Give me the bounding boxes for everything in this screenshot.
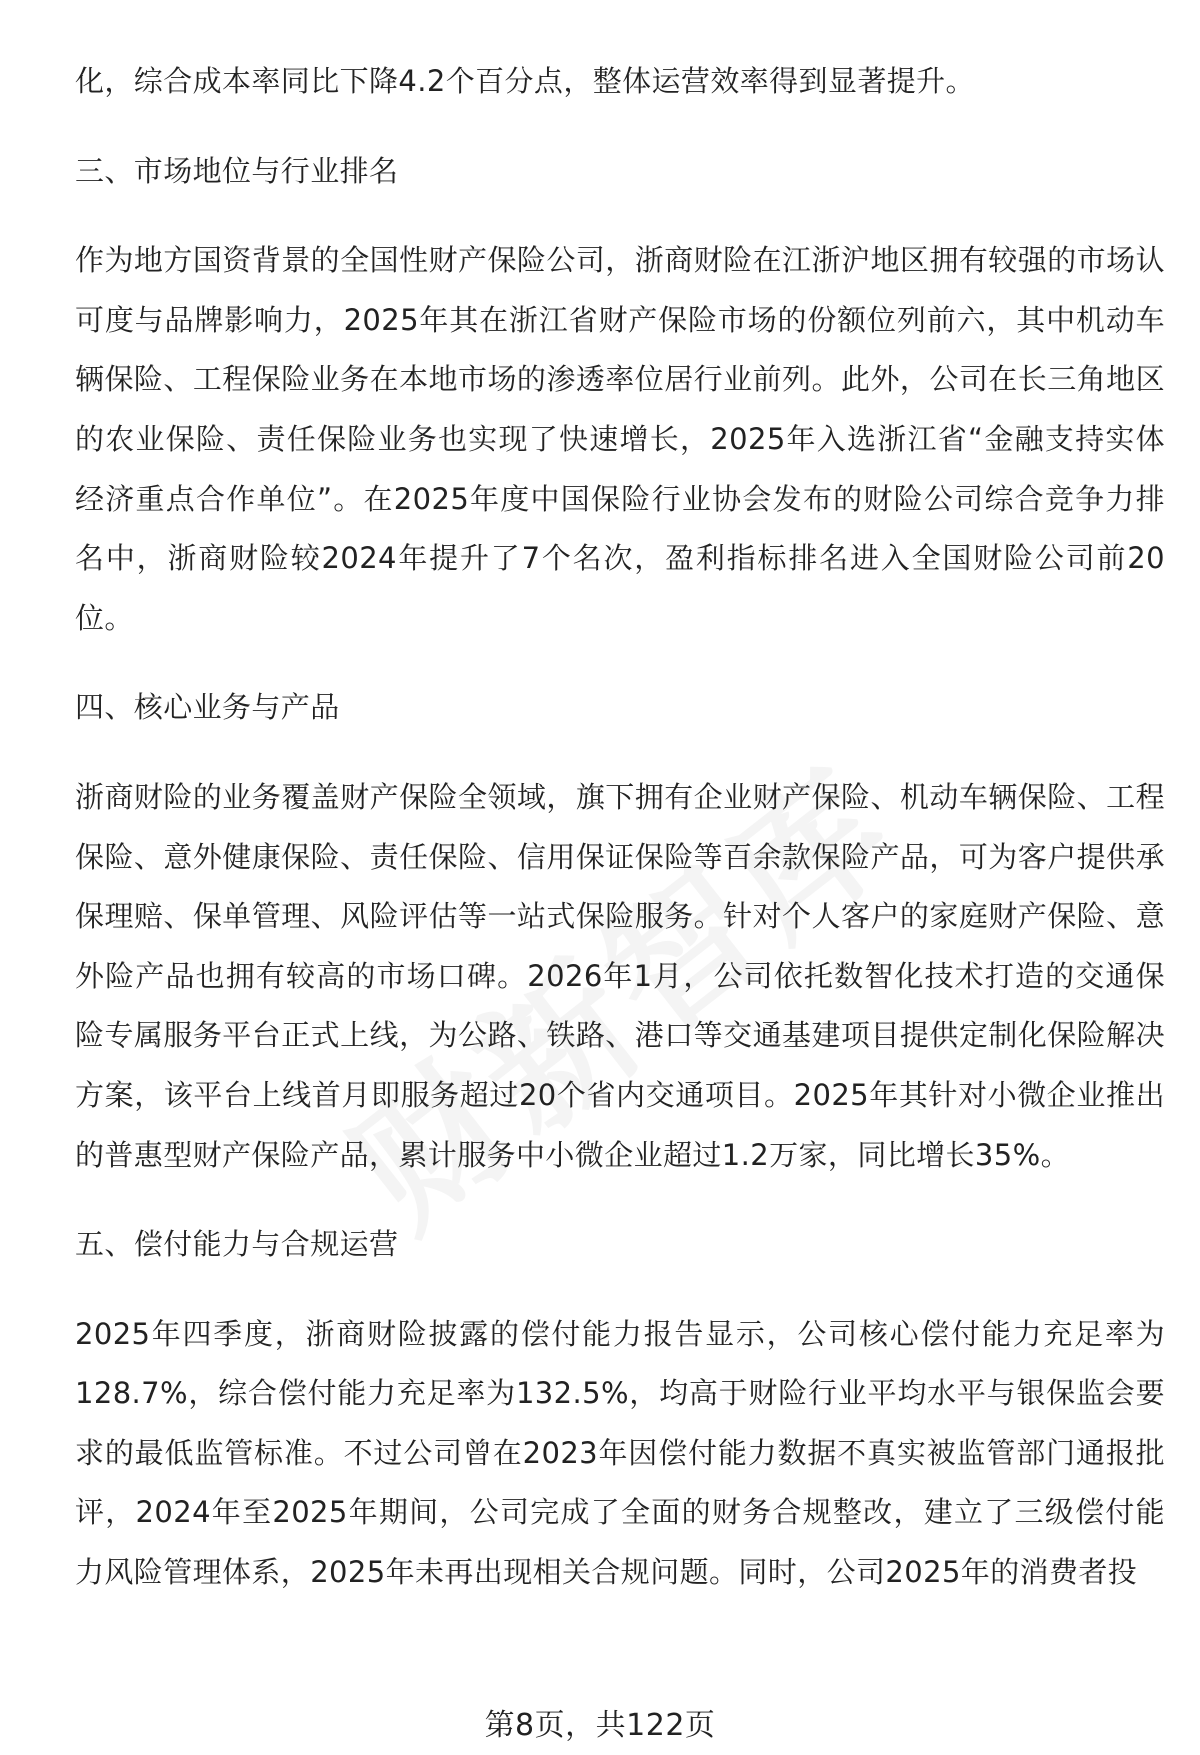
document-page (75, 52, 1165, 1603)
section-heading-core-business: 四、核心业务与产品 (75, 690, 340, 725)
page-number-footer: 第8页，共122页 (484, 1708, 716, 1743)
section-heading-market-position: 三、市场地位与行业排名 (75, 153, 399, 188)
section-body-solvency: 2025年四季度，浙商财险披露的偿付能力报告显示，公司核心偿付能力充足率为128.7%，综合偿付能力充足率为132.5%，均高于财险行业平均水平与银保监会要求的最低监管标准。不过公司曾在2023年因偿付能力数据不真实被监管部门通报批评，2024年至2025年期间，公司完成了全面的财务合规整改，建立了三级偿付能力风险管理体系，2025年未再出现相关合规问题。同时，公司2025年的消费者投 (75, 1316, 1165, 1590)
section-body-market-position: 作为地方国资背景的全国性财产保险公司，浙商财险在江浙沪地区拥有较强的市场认可度与品牌影响力，2025年其在浙江省财产保险市场的份额位列前六，其中机动车辆保险、工程保险业务在本地市场的渗透率位居行业前列。此外，公司在长三角地区的农业保险、责任保险业务也实现了快速增长，2025年入选浙江省“金融支持实体经济重点合作单位”。在2025年度中国保险行业协会发布的财险公司综合竞争力排名中，浙商财险较2024年提升了7个名次，盈利指标排名进入全国财险公司前20位。 (75, 243, 1165, 635)
intro-paragraph-tail: 化，综合成本率同比下降4.2个百分点，整体运营效率得到显著提升。 (75, 64, 975, 98)
section-body-core-business: 浙商财险的业务覆盖财产保险全领域，旗下拥有企业财产保险、机动车辆保险、工程保险、意外健康保险、责任保险、信用保证保险等百余款保险产品，可为客户提供承保理赔、保单管理、风险评估等一站式保险服务。针对个人客户的家庭财产保险、意外险产品也拥有较高的市场口碑。2026年1月，公司依托数智化技术打造的交通保险专属服务平台正式上线，为公路、铁路、港口等交通基建项目提供定制化保险解决方案，该平台上线首月即服务超过20个省内交通项目。2025年其针对小微企业推出的普惠型财产保险产品，累计服务中小微企业超过1.2万家，同比增长35%。 (75, 779, 1165, 1172)
section-heading-solvency: 五、偿付能力与合规运营 (75, 1227, 399, 1262)
